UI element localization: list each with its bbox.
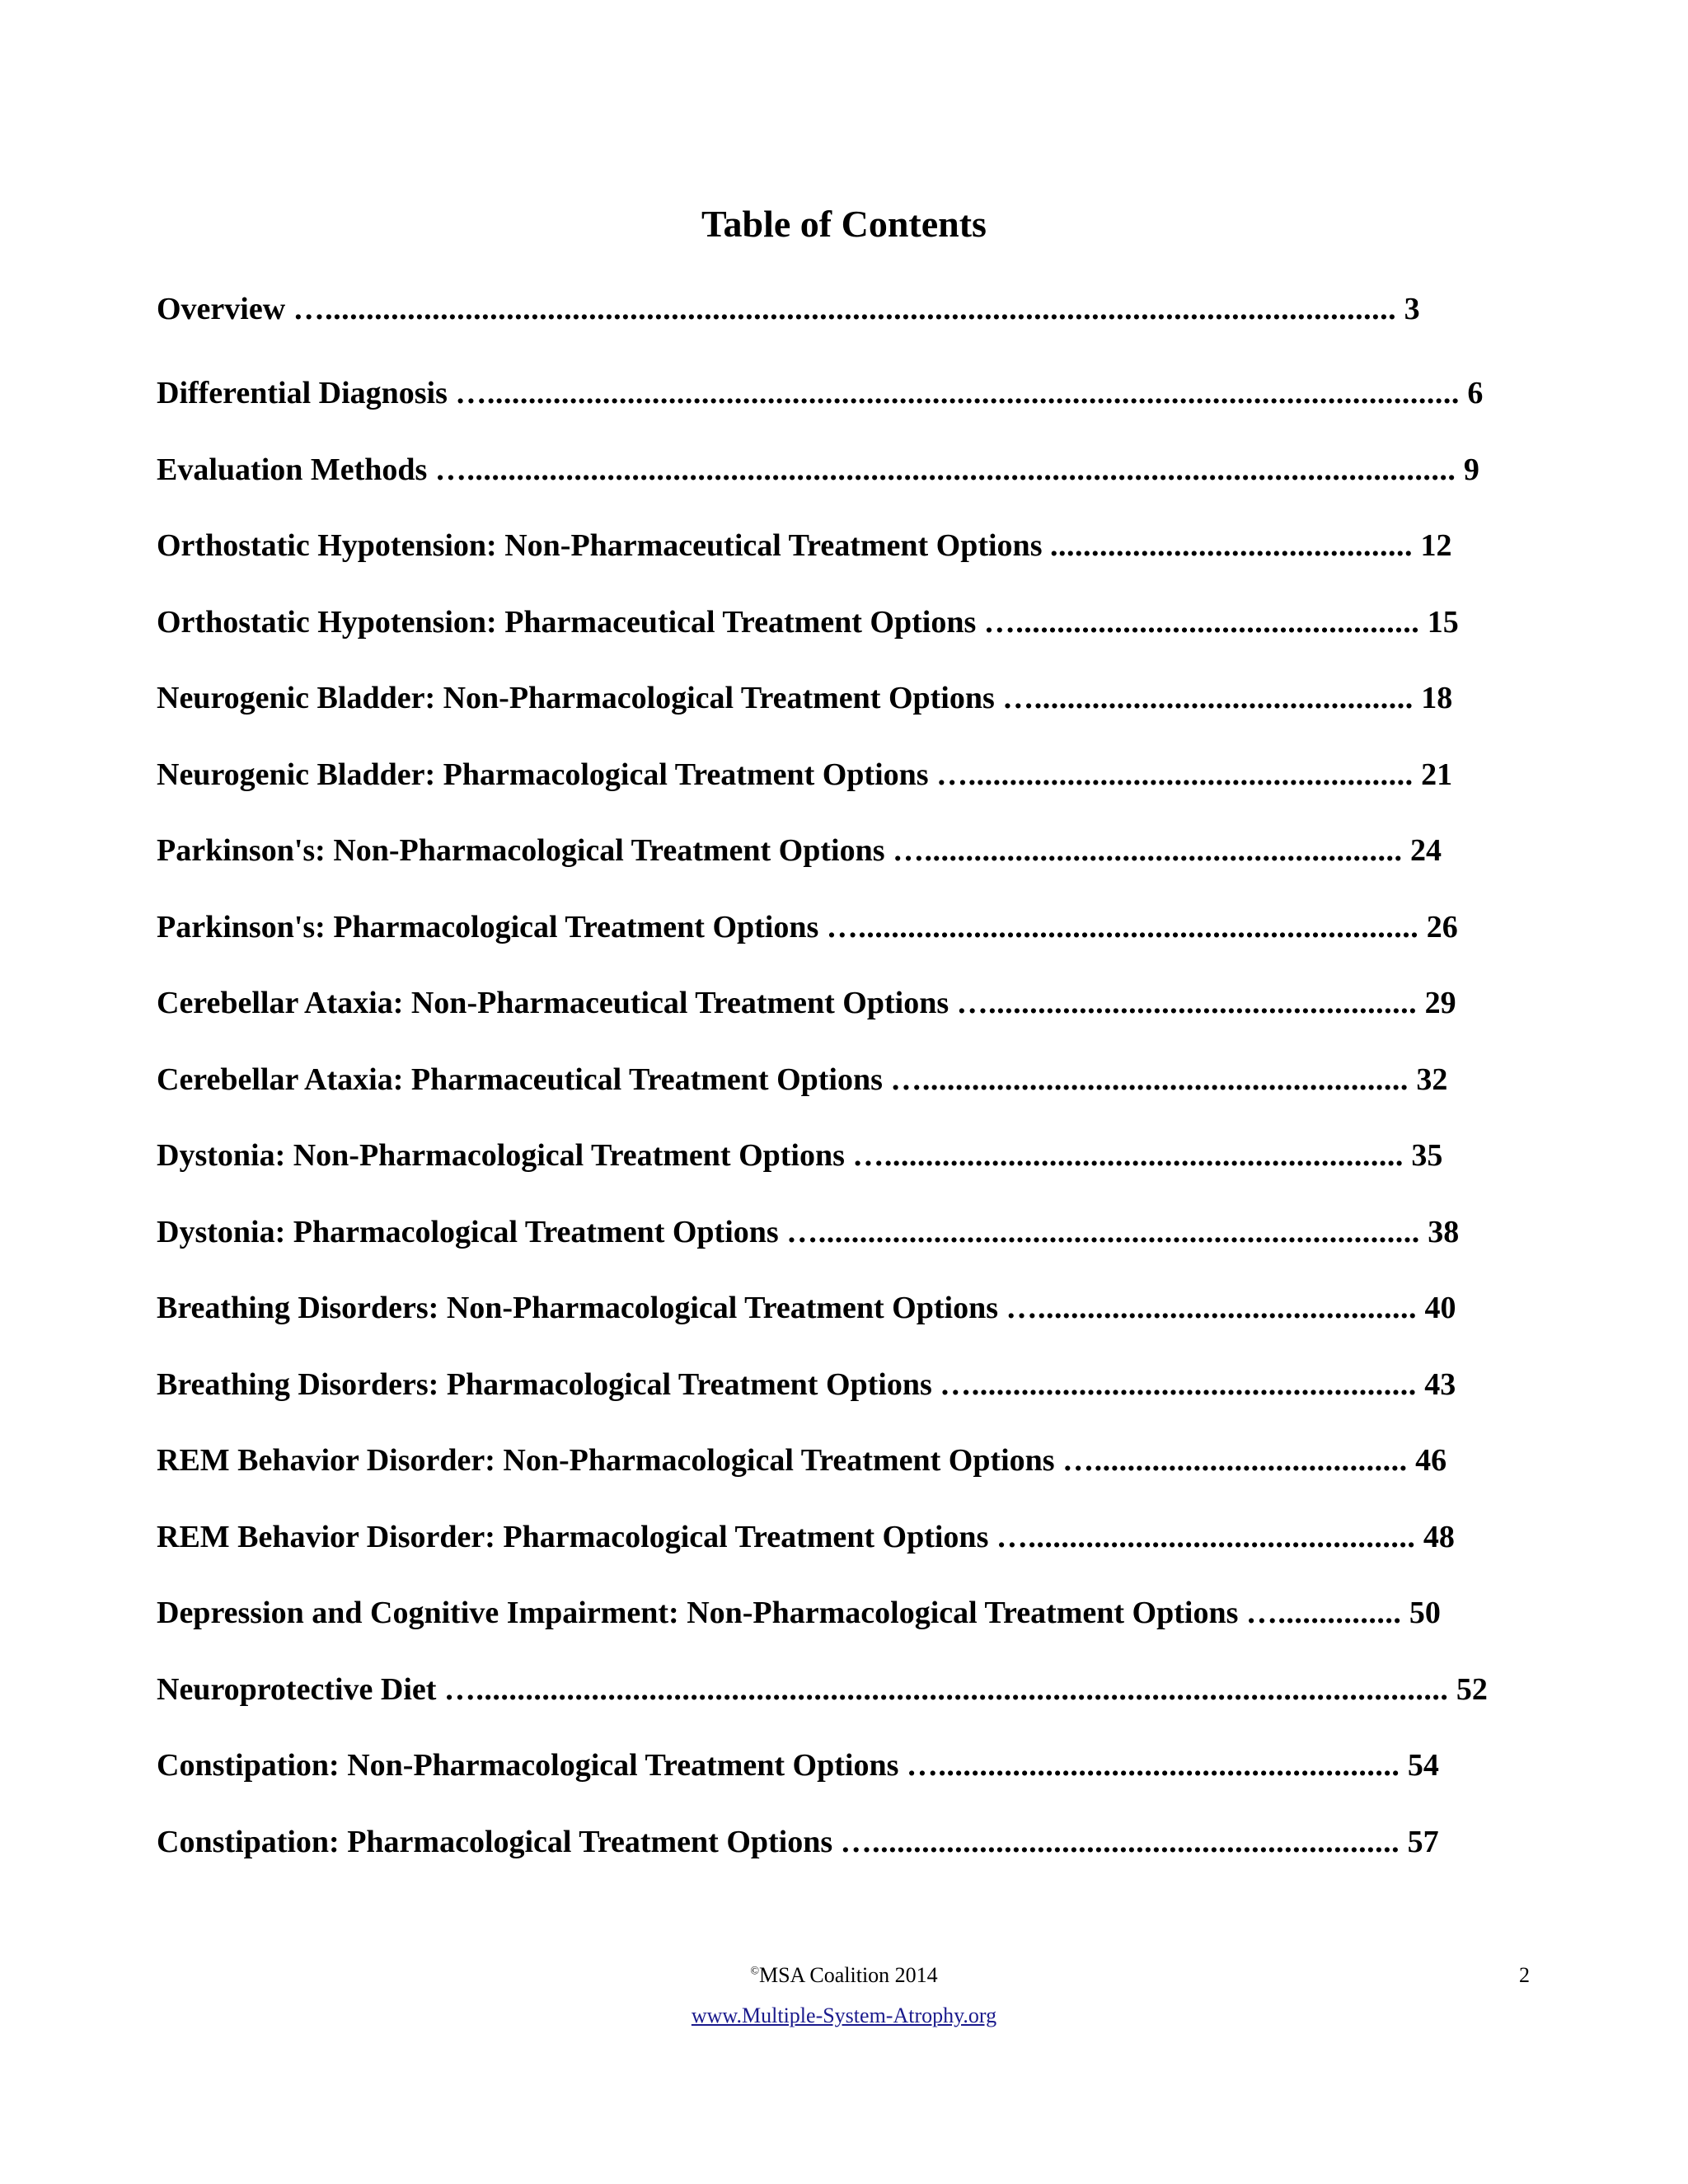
toc-entry-leader-dots: …...................................... [1062, 1443, 1408, 1478]
toc-entry-label: Neurogenic Bladder: Non-Pharmacological Treatment Options [157, 681, 995, 715]
toc-entry-page-number: 40 [1424, 1291, 1456, 1325]
toc-entry-leader-dots: …......................................................................... [786, 1214, 1420, 1249]
toc-entry-label: Dystonia: Non-Pharmacological Treatment Options [157, 1138, 845, 1173]
toc-entry-page-number: 15 [1427, 604, 1459, 640]
toc-entry[interactable] [157, 1512, 1541, 1589]
toc-entry-page-number: 54 [1407, 1748, 1439, 1783]
toc-entry-leader-dots: …................................................. [983, 604, 1420, 640]
toc-entry-page-number: 52 [1456, 1671, 1488, 1707]
toc-entry[interactable] [157, 750, 1541, 827]
copyright-text: MSA Coalition 2014 [758, 1963, 938, 1987]
toc-entry[interactable] [157, 368, 1541, 445]
toc-entry[interactable] [157, 1207, 1541, 1284]
toc-entry-leader-dots: ….................................................... [956, 986, 1418, 1020]
toc-entry-page-number: 3 [1404, 292, 1420, 326]
copyright-symbol: © [750, 1965, 759, 1978]
toc-entry[interactable] [157, 1817, 1541, 1894]
page-title: Table of Contents [701, 203, 987, 245]
toc-entry-label: Differential Diagnosis [157, 376, 448, 410]
toc-entry-leader-dots: …...................................................... [936, 757, 1414, 792]
toc-entry[interactable] [157, 673, 1541, 750]
toc-entry-page-number: 9 [1463, 452, 1479, 487]
toc-entry[interactable] [157, 978, 1541, 1055]
toc-entry[interactable] [157, 1131, 1541, 1207]
toc-entry-page-number: 32 [1416, 1062, 1448, 1097]
toc-entry[interactable] [157, 521, 1541, 598]
toc-entry-leader-dots: …................................................................ [840, 1824, 1400, 1859]
footer-copyright [0, 1961, 1688, 1990]
toc-entry-page-number: 38 [1428, 1214, 1460, 1249]
toc-entry-leader-dots: …............... [1245, 1596, 1402, 1630]
toc-entry-label: Parkinson's: Pharmacological Treatment Options [157, 909, 819, 944]
toc-entry-label: Orthostatic Hypotension: Pharmaceutical Treatment Options [157, 604, 977, 640]
toc-entry-leader-dots: ….............................................. [1006, 1291, 1418, 1325]
toc-entry-page-number: 6 [1467, 376, 1484, 410]
toc-entry-label: Orthostatic Hypotension: Non-Pharmaceutical Treatment Options [157, 528, 1043, 563]
toc-entry-leader-dots: …...................................................... [940, 1366, 1417, 1402]
toc-entry[interactable] [157, 826, 1541, 902]
toc-entry-page-number: 21 [1421, 757, 1453, 792]
toc-entry-page-number: 57 [1407, 1824, 1439, 1859]
toc-entry-label: Constipation: Non-Pharmacological Treatment Options [157, 1748, 899, 1783]
toc-entry-leader-dots: …...................................................................................................................... [443, 1671, 1449, 1707]
toc-entry-label: Parkinson's: Non-Pharmacological Treatment Options [157, 833, 885, 868]
toc-entry-leader-dots: …........................................................ [906, 1748, 1400, 1783]
toc-entry[interactable] [157, 284, 1541, 368]
toc-entry-label: Evaluation Methods [157, 452, 428, 487]
toc-entry[interactable] [157, 1360, 1541, 1436]
toc-list [157, 284, 1541, 1893]
footer-link-wrapper [0, 2002, 1688, 2030]
toc-entry[interactable] [157, 1741, 1541, 1817]
toc-entry-page-number: 12 [1420, 528, 1452, 563]
toc-entry-leader-dots: ….................................................................................................................................. [293, 292, 1397, 326]
toc-entry-page-number: 26 [1426, 909, 1458, 944]
toc-entry[interactable] [157, 1588, 1541, 1665]
toc-entry-label: REM Behavior Disorder: Non-Pharmacological Treatment Options [157, 1443, 1055, 1478]
toc-entry-page-number: 29 [1424, 986, 1456, 1020]
toc-entry-label: Depression and Cognitive Impairment: Non-Pharmacological Treatment Options [157, 1596, 1239, 1630]
toc-entry[interactable] [157, 1665, 1541, 1741]
toc-entry[interactable] [157, 1055, 1541, 1132]
toc-entry-leader-dots: …............................................... [996, 1519, 1416, 1554]
toc-entry-label: Overview [157, 292, 286, 326]
toc-entry-page-number: 35 [1411, 1138, 1443, 1173]
toc-entry-label: Cerebellar Ataxia: Pharmaceutical Treatment Options [157, 1062, 883, 1097]
toc-entry-label: Breathing Disorders: Non-Pharmacological Treatment Options [157, 1291, 999, 1325]
toc-entry-label: Neuroprotective Diet [157, 1671, 437, 1707]
toc-entry-label: Constipation: Pharmacological Treatment Options [157, 1824, 833, 1859]
toc-entry-leader-dots: …........................................................................................................................ [434, 452, 1456, 487]
toc-entry-leader-dots: ….......................................................... [893, 833, 1403, 868]
toc-entry-leader-dots: …........................................................... [890, 1062, 1409, 1097]
toc-entry-label: Neurogenic Bladder: Pharmacological Treatment Options [157, 757, 929, 792]
toc-entry[interactable] [157, 902, 1541, 979]
toc-entry-page-number: 46 [1415, 1443, 1447, 1478]
toc-entry-page-number: 43 [1424, 1366, 1456, 1402]
toc-entry[interactable] [157, 1283, 1541, 1360]
toc-entry-leader-dots: …...................................................................................................................... [455, 376, 1460, 410]
website-link[interactable]: www.Multiple-System-Atrophy.org [691, 2004, 997, 2027]
toc-entry-label: Breathing Disorders: Pharmacological Treatment Options [157, 1366, 932, 1402]
toc-entry-leader-dots: …............................................................... [852, 1138, 1404, 1173]
toc-entry-page-number: 48 [1423, 1519, 1455, 1554]
toc-entry-leader-dots: ….............................................. [1002, 681, 1414, 715]
toc-entry-label: REM Behavior Disorder: Pharmacological Treatment Options [157, 1519, 989, 1554]
toc-entry-label: Cerebellar Ataxia: Non-Pharmaceutical Treatment Options [157, 986, 950, 1020]
toc-entry[interactable] [157, 1436, 1541, 1512]
toc-entry-leader-dots: ….................................................................... [826, 909, 1419, 944]
toc-entry-label: Dystonia: Pharmacological Treatment Options [157, 1214, 779, 1249]
page-number: 2 [1519, 1963, 1530, 1987]
toc-entry[interactable] [157, 598, 1541, 674]
toc-entry-page-number: 24 [1410, 833, 1442, 868]
toc-entry[interactable] [157, 445, 1541, 522]
toc-entry-page-number: 18 [1421, 681, 1453, 715]
toc-entry-page-number: 50 [1409, 1596, 1441, 1630]
toc-entry-leader-dots: ............................................ [1049, 528, 1413, 563]
